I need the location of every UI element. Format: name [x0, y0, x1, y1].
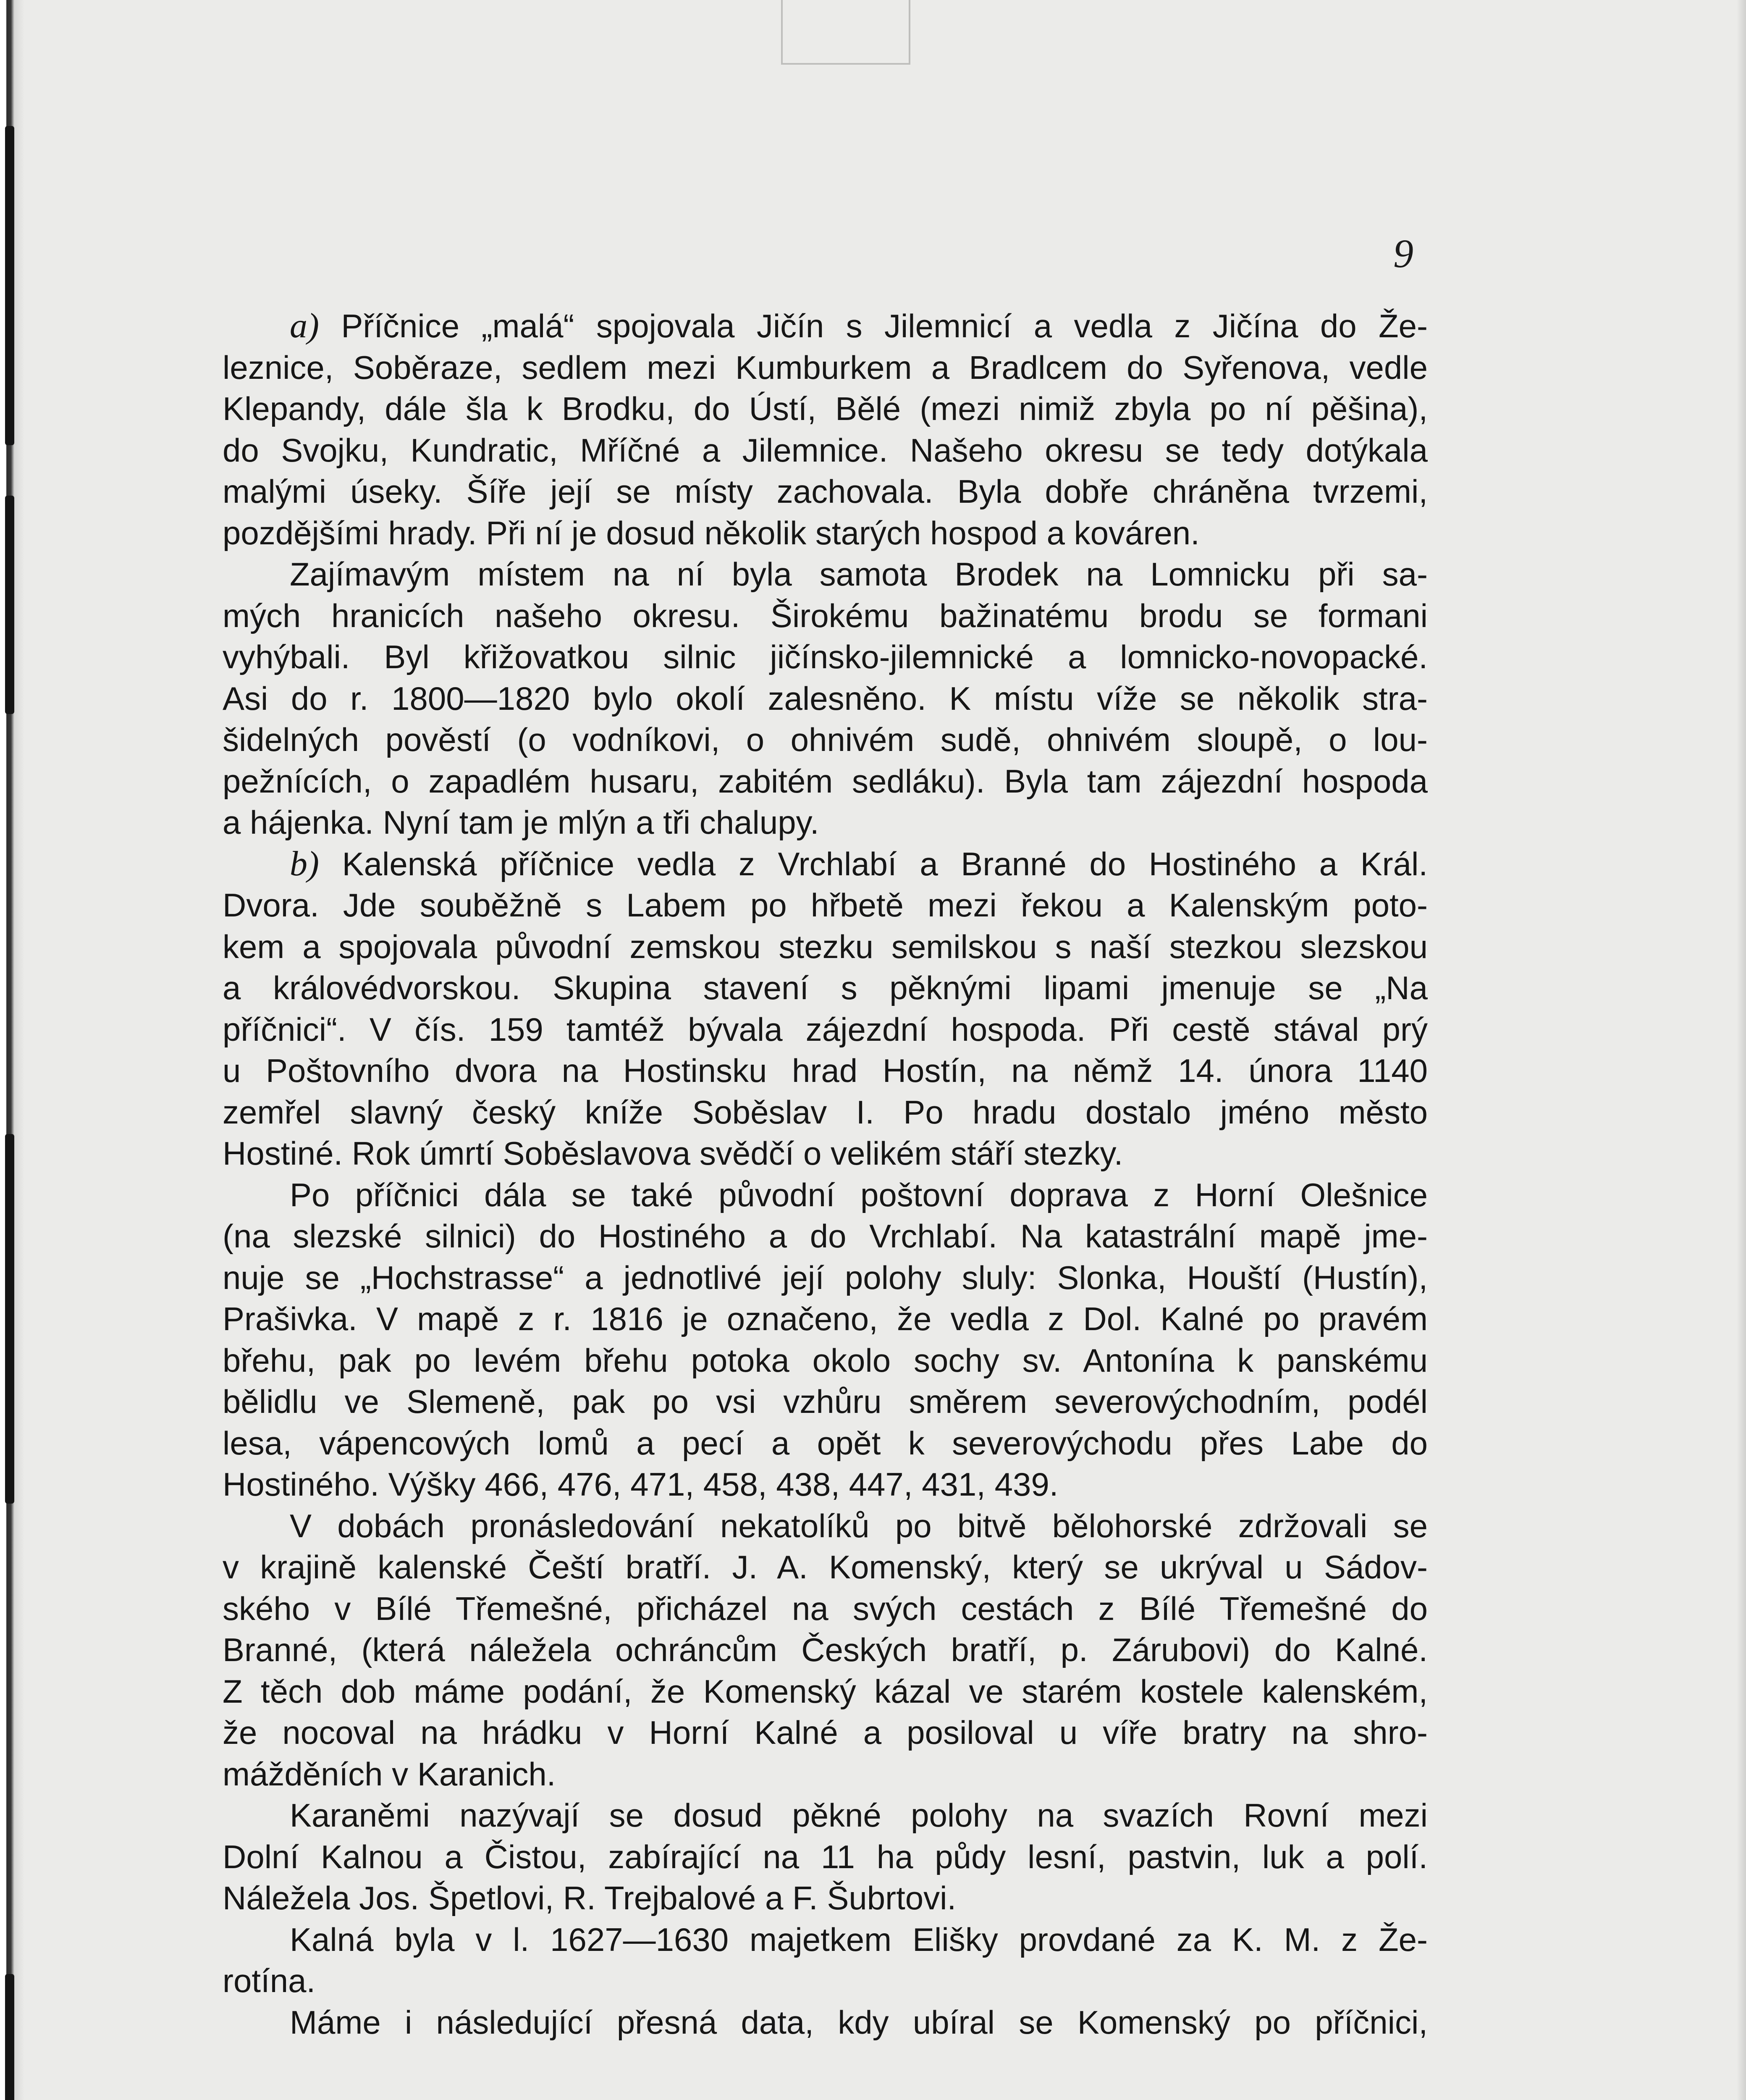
binding-shadow — [5, 496, 14, 714]
text-line: Hostiné. Rok úmrtí Soběslavova svědčí o velikém stáří stezky. — [223, 1135, 1123, 1172]
text-line: do Svojku, Kundratic, Mříčné a Jilemnice. Našeho okresu se tedy dotýkala — [223, 431, 1428, 469]
text-line: pozdějšími hrady. Při ní je dosud několik starých hospod a kováren. — [223, 514, 1200, 551]
text-line: rotína. — [223, 1962, 316, 1999]
text-line: bělidlu ve Slemeně, pak po vsi vzhůru směrem severovýchodním, podél — [223, 1383, 1428, 1420]
text-line: u Poštovního dvora na Hostinsku hrad Hostín, na němž 14. února 1140 — [223, 1052, 1428, 1089]
text-line: Asi do r. 1800—1820 bylo okolí zalesněno. K místu víže se několik stra- — [223, 680, 1428, 717]
text-line: malými úseky. Šíře její se místy zachovala. Byla dobře chráněna tvrzemi, — [223, 473, 1428, 510]
text-line: kem a spojovala původní zemskou stezku semilskou s naší stezkou slezskou — [223, 928, 1428, 965]
text-line: příčnici“. V čís. 159 tamtéž bývala zájezdní hospoda. Při cestě stával prý — [223, 1011, 1428, 1048]
text-line: zemřel slavný český kníže Soběslav I. Po hradu dostalo jméno město — [223, 1093, 1428, 1131]
text-line: mážděních v Karanich. — [223, 1755, 556, 1793]
binding-shadow — [5, 1134, 14, 1504]
text-line: Prašivka. V mapě z r. 1816 je označeno, že vedla z Dol. Kalné po pravém — [223, 1300, 1428, 1337]
text-line: a) Příčnice „malá“ spojovala Jičín s Jilemnicí a vedla z Jičína do Že- — [290, 306, 1428, 345]
text-line: břehu, pak po levém břehu potoka okolo sochy sv. Antonína k panskému — [223, 1341, 1428, 1379]
text-line: V dobách pronásledování nekatolíků po bitvě bělohorské zdržovali se — [290, 1507, 1428, 1544]
text-line: (na slezské silnici) do Hostiného a do Vrchlabí. Na katastrální mapě jme- — [223, 1218, 1428, 1255]
text-line: že nocoval na hrádku v Horní Kalné a posiloval u víře bratry na shro- — [223, 1714, 1428, 1751]
text-line: Dolní Kalnou a Čistou, zabírající na 11 ha půdy lesní, pastvin, luk a polí. — [223, 1838, 1428, 1875]
body-text — [223, 305, 1428, 2043]
text-line: Náležela Jos. Špetlovi, R. Trejbalové a F. Šubrtovi. — [223, 1880, 957, 1916]
text-line: Klepandy, dále šla k Brodku, do Ústí, Bělé (mezi nimiž zbyla po ní pěšina), — [223, 390, 1428, 427]
text-line: lesa, vápencových lomů a pecí a opět k severovýchodu přes Labe do — [223, 1424, 1428, 1462]
paragraph-label: b) — [290, 844, 319, 883]
text-line: Hostiného. Výšky 466, 476, 471, 458, 438, 447, 431, 439. — [223, 1466, 1059, 1503]
text-line: leznice, Soběraze, sedlem mezi Kumburkem a Bradlcem do Syřenova, vedle — [223, 349, 1428, 386]
text-line: b) Kalenská příčnice vedla z Vrchlabí a Branné do Hostiného a Král. — [290, 844, 1428, 883]
text-line: Karaněmi nazývají se dosud pěkné polohy na svazích Rovní mezi — [290, 1797, 1428, 1834]
text-line: Po příčnici dála se také původní poštovní doprava z Horní Olešnice — [290, 1176, 1428, 1213]
text-line: nuje se „Hochstrasse“ a jednotlivé její polohy sluly: Slonka, Houští (Hustín), — [223, 1259, 1428, 1296]
binding-shadow — [5, 1974, 14, 2100]
text-line: Máme i následující přesná data, kdy ubíral se Komenský po příčnici, — [290, 2003, 1428, 2041]
text-line: mých hranicích našeho okresu. Širokému bažinatému brodu se formani — [223, 597, 1428, 634]
page-number: 9 — [1393, 231, 1413, 276]
text-line: Zajímavým místem na ní byla samota Brodek na Lomnicku při sa- — [290, 556, 1428, 593]
text-line: Kalná byla v l. 1627—1630 majetkem Elišky provdané za K. M. z Že- — [290, 1921, 1428, 1958]
stamp-outline — [781, 0, 910, 65]
text-line: Z těch dob máme podání, že Komenský kázal ve starém kostele kalenském, — [223, 1672, 1428, 1710]
text-line: a královédvorskou. Skupina stavení s pěknými lipami jmenuje se „Na — [223, 969, 1428, 1006]
page-edge — [1737, 0, 1746, 2100]
text-line: Dvora. Jde souběžně s Labem po hřbetě mezi řekou a Kalenským poto- — [223, 887, 1428, 924]
text-line: vyhýbali. Byl křižovatkou silnic jičínsko-jilemnické a lomnicko-novopacké. — [223, 638, 1428, 675]
binding-shadow — [5, 126, 14, 445]
text-line: a hájenka. Nyní tam je mlýn a tři chalupy. — [223, 804, 819, 841]
text-line: v krajině kalenské Čeští bratří. J. A. Komenský, který se ukrýval u Sádov- — [223, 1549, 1428, 1586]
text-line: šidelných pověstí (o vodníkovi, o ohnivém sudě, ohnivém sloupě, o lou- — [223, 721, 1428, 758]
paragraph-label: a) — [290, 306, 319, 345]
text-line: ského v Bílé Třemešné, přicházel na svých cestách z Bílé Třemešné do — [223, 1590, 1428, 1627]
text-line: Branné, (která náležela ochráncům Českých bratří, p. Zárubovi) do Kalné. — [223, 1631, 1428, 1668]
text-line: pežnících, o zapadlém husaru, zabitém sedláku). Byla tam zájezdní hospoda — [223, 762, 1428, 800]
